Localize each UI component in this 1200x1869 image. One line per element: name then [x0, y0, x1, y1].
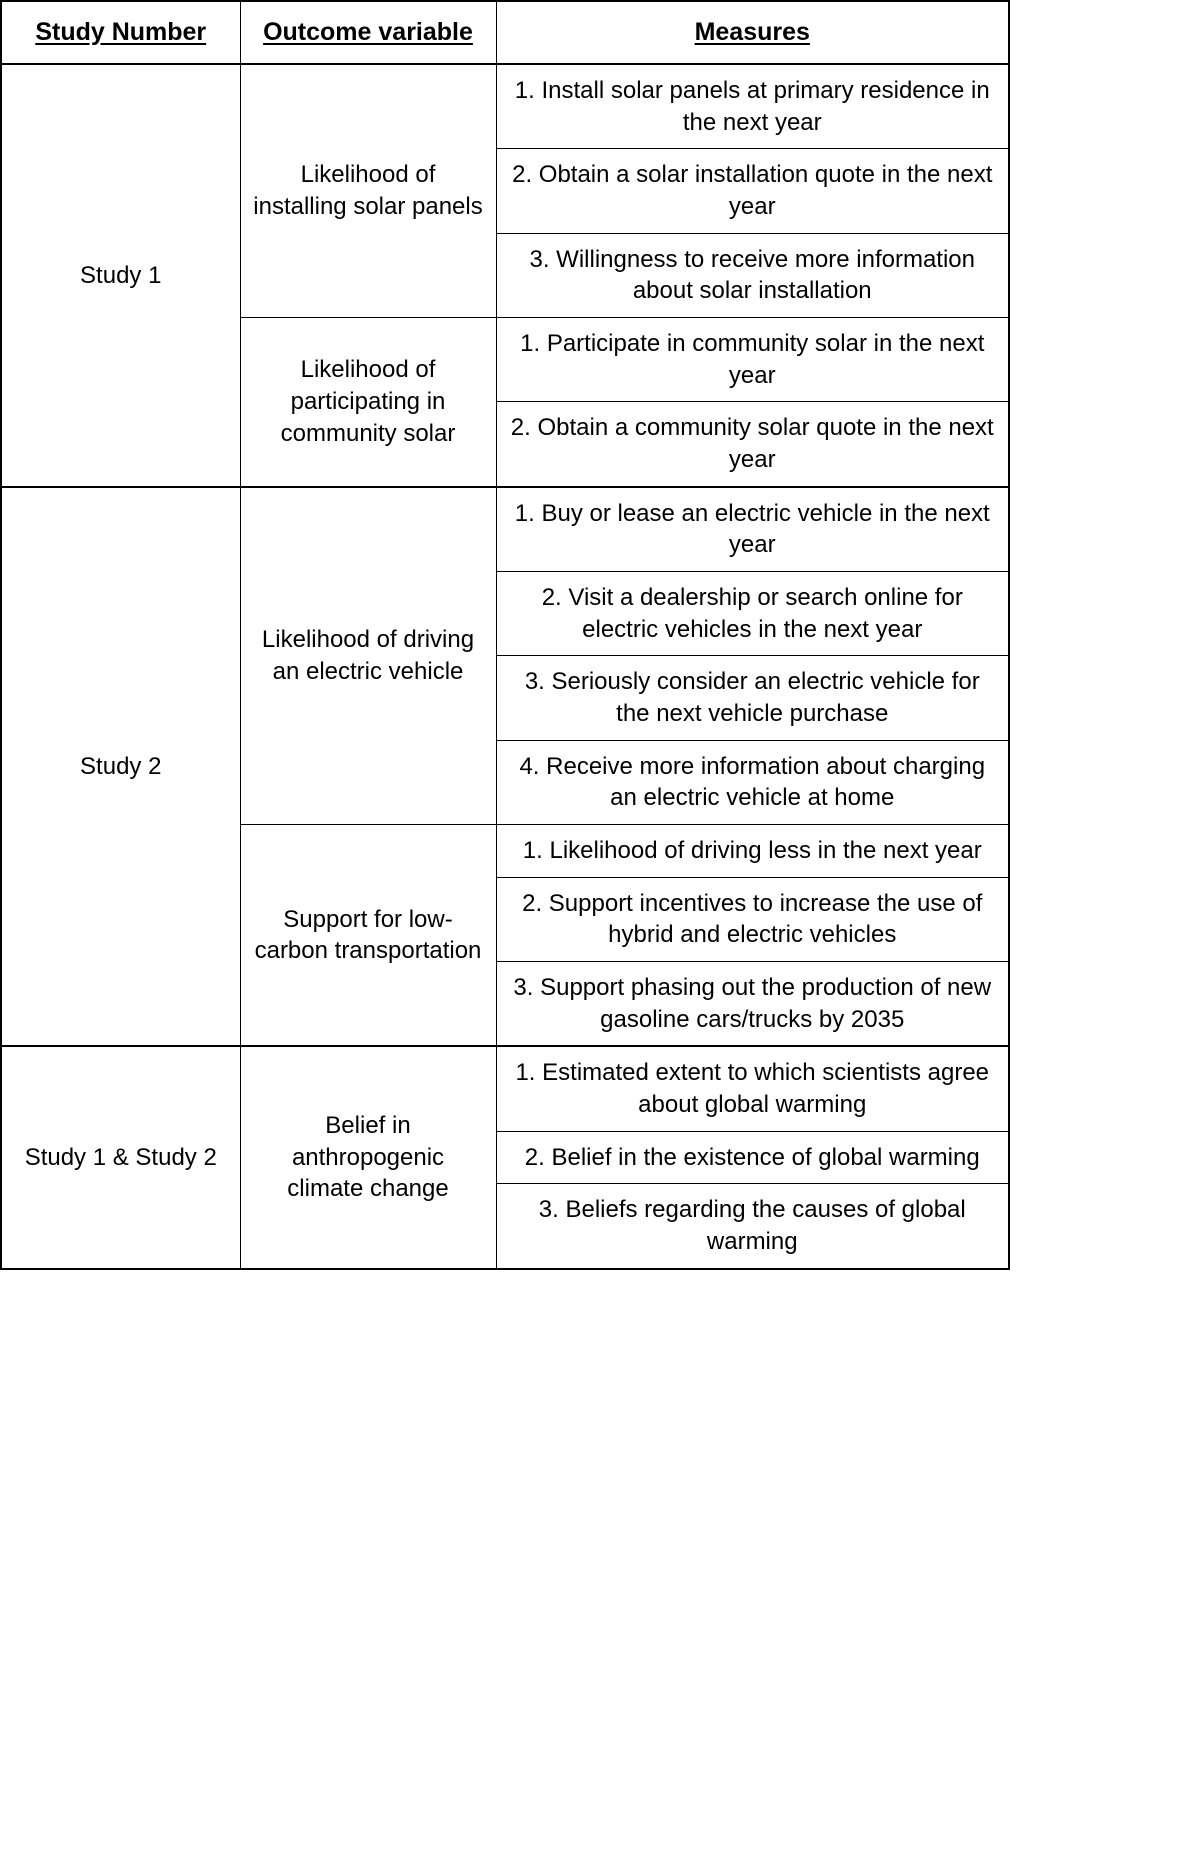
outcome-variable-cell: Likelihood of participating in community solar: [240, 318, 496, 487]
outcome-variable-cell: Support for low-carbon transportation: [240, 825, 496, 1047]
table-row: [1, 487, 1009, 572]
outcome-variable-cell: Likelihood of driving an electric vehicle: [240, 487, 496, 825]
table-header-row: [1, 1, 1009, 64]
column-header-measures-label: Measures: [694, 18, 810, 46]
measure-cell: 2. Visit a dealership or search online for electric vehicles in the next year: [496, 572, 1009, 656]
outcome-variable-cell: Belief in anthropogenic climate change: [240, 1046, 496, 1268]
measure-cell: 2. Belief in the existence of global warming: [496, 1131, 1009, 1184]
column-header-measures: [496, 1, 1009, 64]
measure-cell: 1. Install solar panels at primary residence in the next year: [496, 64, 1009, 149]
outcome-variable-cell: Likelihood of installing solar panels: [240, 64, 496, 318]
table-header: [1, 1, 1009, 64]
column-header-outcome-variable: [240, 1, 496, 64]
measure-cell: 2. Obtain a solar installation quote in the next year: [496, 149, 1009, 233]
measure-cell: 4. Receive more information about charging an electric vehicle at home: [496, 740, 1009, 824]
study-number-cell: Study 2: [1, 487, 240, 1047]
study-number-cell: Study 1: [1, 64, 240, 487]
table-row: [1, 1046, 1009, 1131]
measure-cell: 3. Beliefs regarding the causes of global warming: [496, 1184, 1009, 1269]
measure-cell: 3. Support phasing out the production of new gasoline cars/trucks by 2035: [496, 962, 1009, 1047]
measure-cell: 1. Estimated extent to which scientists agree about global warming: [496, 1046, 1009, 1131]
column-header-outcome-variable-label: Outcome variable: [263, 18, 473, 46]
column-header-study-number: [1, 1, 240, 64]
measure-cell: 3. Seriously consider an electric vehicle for the next vehicle purchase: [496, 656, 1009, 740]
measure-cell: 1. Buy or lease an electric vehicle in the next year: [496, 487, 1009, 572]
table-body: [1, 64, 1009, 1269]
column-header-study-number-label: Study Number: [35, 18, 207, 46]
study-number-cell: Study 1 & Study 2: [1, 1046, 240, 1268]
measure-cell: 3. Willingness to receive more information about solar installation: [496, 233, 1009, 317]
measure-cell: 1. Participate in community solar in the next year: [496, 318, 1009, 402]
table-row: [1, 64, 1009, 149]
measure-cell: 2. Obtain a community solar quote in the next year: [496, 402, 1009, 487]
measure-cell: 1. Likelihood of driving less in the next year: [496, 825, 1009, 878]
measure-cell: 2. Support incentives to increase the use of hybrid and electric vehicles: [496, 877, 1009, 961]
